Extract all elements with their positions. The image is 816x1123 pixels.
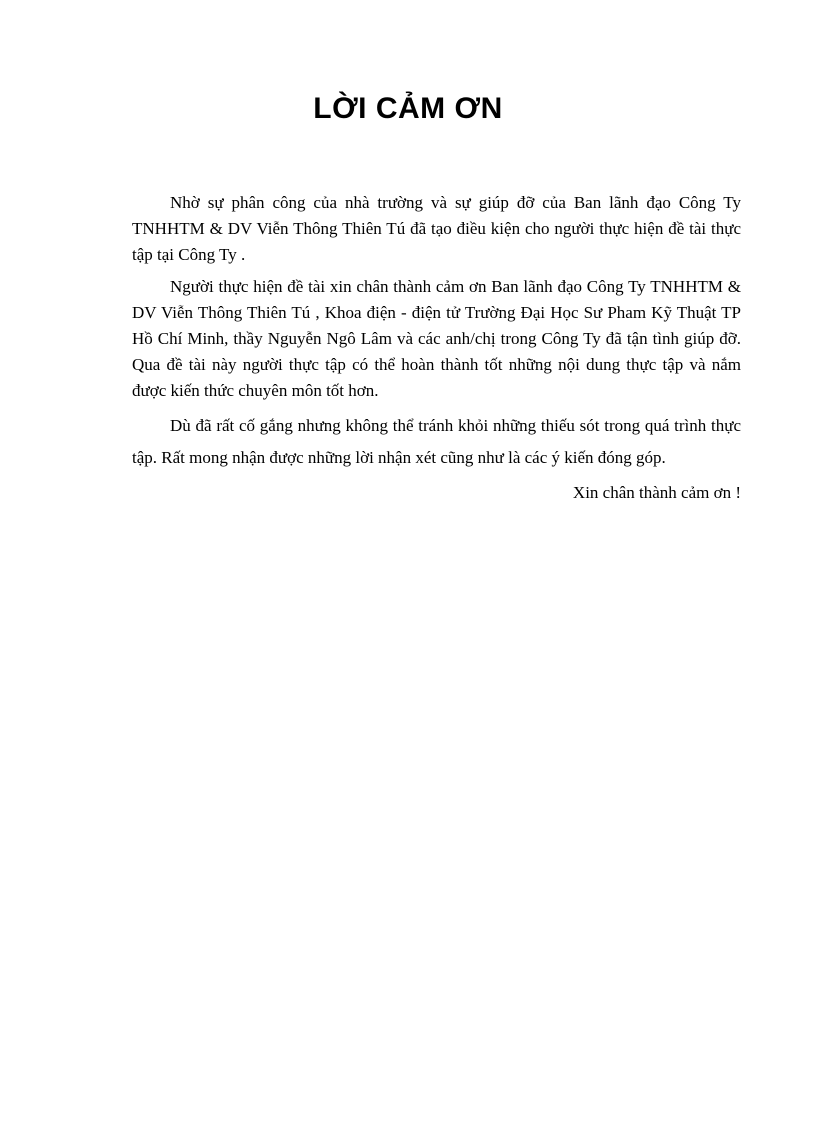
paragraph-3: Dù đã rất cố gắng nhưng không thể tránh khỏi những thiếu sót trong quá trình thực tập. Rất mong nhận được những lời nhận xét cũng như là các ý kiến đóng góp. xyxy=(132,416,741,467)
paragraph-1: Nhờ sự phân công của nhà trường và sự giúp đỡ của Ban lãnh đạo Công Ty TNHHTM & DV Viễn Thông Thiên Tú đã tạo điều kiện cho người thực hiện đề tài thực tập tại Công Ty . xyxy=(132,193,741,264)
page-title: LỜI CẢM ƠN xyxy=(313,92,503,125)
paragraph-2: Người thực hiện đề tài xin chân thành cảm ơn Ban lãnh đạo Công Ty TNHHTM & DV Viễn Thông Thiên Tú , Khoa điện - điện tử Trường Đại Học Sư Pham Kỹ Thuật TP Hồ Chí Minh, thầy Nguyễn Ngô Lâm và các anh/chị trong Công Ty đã tận tình giúp đỡ. Qua đề tài này người thực tập có thể hoàn thành tốt những nội dung thực tập và nắm được kiến thức chuyên môn tốt hơn. xyxy=(132,277,741,400)
closing-line: Xin chân thành cảm ơn ! xyxy=(572,483,741,502)
body-text xyxy=(132,190,741,506)
